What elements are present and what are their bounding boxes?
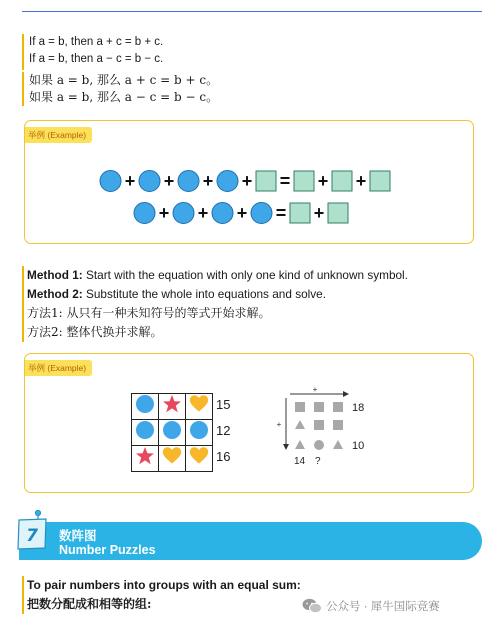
blue-circle-symbol [100,171,121,192]
gray-square [333,402,343,412]
red-star-symbol [162,394,182,414]
grid-cell [186,420,213,446]
pair-block [22,576,301,614]
method-1 [27,266,408,285]
green-square-symbol [290,203,310,223]
gray-square [295,402,305,412]
example-box-1 [24,120,474,244]
method-1-text: Start with the equation with only one kind of unknown symbol. [82,268,408,282]
yellow-heart-symbol [189,446,209,466]
section-title-en: Number Puzzles [59,543,156,557]
grid-cell [159,420,186,446]
grid-row [132,446,213,472]
grid-row [132,394,213,420]
method-2-label: Method 2: [27,287,83,301]
yellow-heart-symbol [162,446,182,466]
top-rule [22,11,482,12]
gray-triangle [295,420,305,429]
arrow-plus-left: + [276,420,282,429]
row-sum-3: 16 [216,449,231,464]
methods-block [22,266,408,342]
equals-sign: = [275,203,287,223]
row-sum-2: 12 [216,423,231,438]
col-sum-right: ? [315,456,321,467]
rule-english [22,34,163,70]
plus-sign: + [124,171,136,191]
plus-sign: + [202,171,214,191]
green-square-symbol [294,171,314,191]
equation-figure [25,121,475,245]
gray-triangle [333,440,343,449]
arrow-plus-top: + [312,385,318,394]
method-1-label: Method 1: [27,268,83,282]
blue-circle-symbol [178,171,199,192]
rule-line: If a = b, then a + c = b + c. [29,36,164,48]
grid-row [132,420,213,446]
blue-circle-symbol [162,420,182,440]
rule-line: If a = b, then a − c = b − c. [29,53,164,65]
method-2 [27,285,408,304]
plus-sign: + [197,203,209,223]
gray-square [333,420,343,430]
plus-sign: + [163,171,175,191]
green-square-symbol [370,171,390,191]
grid-cell [132,420,159,446]
method-1-zh: 方法1: 从只有一种未知符号的等式开始求解。 [27,306,271,320]
plus-sign: + [317,171,329,191]
gray-square [314,402,324,412]
shape-grid-figure [272,385,382,473]
grid-cell [159,446,186,472]
plus-sign: + [313,203,325,223]
blue-circle-symbol [135,394,155,414]
rule-line-zh: 如果 a = b, 那么 a + c = b + c。 [29,73,219,87]
plus-sign: + [158,203,170,223]
right-row-sum-2: 10 [352,440,365,452]
grid-cell [132,446,159,472]
equals-sign: = [279,171,291,191]
red-star-symbol [135,446,155,466]
green-square-symbol [328,203,348,223]
grid-cell [186,446,213,472]
blue-circle-symbol [134,203,155,224]
grid-cell [186,394,213,420]
watermark [302,598,440,614]
gray-circle [314,440,324,450]
wechat-icon [302,598,322,614]
pair-text-en: To pair numbers into groups with an equal sum: [27,578,301,592]
row-sum-1: 15 [216,397,231,412]
gray-triangle [295,440,305,449]
example-tag: 举例 (Example) [25,360,92,376]
section-number-badge [16,510,48,550]
method-2-zh: 方法2: 整体代换并求解。 [27,325,163,339]
blue-circle-symbol [212,203,233,224]
gray-square [314,420,324,430]
grid-cell [132,394,159,420]
green-square-symbol [256,171,276,191]
blue-circle-symbol [135,420,155,440]
right-row-sum-1: 18 [352,402,365,414]
grid-cell [159,394,186,420]
blue-circle-symbol [189,420,209,440]
section-title-zh: 数阵图 [59,529,97,543]
method-2-text: Substitute the whole into equations and solve. [82,287,327,301]
yellow-heart-symbol [189,394,209,414]
plus-sign: + [236,203,248,223]
watermark-text: 公众号 · 犀牛国际竞赛 [326,601,440,613]
rule-chinese [22,72,218,106]
green-square-symbol [332,171,352,191]
section-number: 7 [26,526,38,546]
example-tag: 举例 (Example) [25,127,92,143]
blue-circle-symbol [139,171,160,192]
blue-circle-symbol [217,171,238,192]
plus-sign: + [241,171,253,191]
example-box-2 [24,353,474,493]
plus-sign: + [355,171,367,191]
pair-text-zh: 把数分配成和相等的组: [27,597,152,611]
blue-circle-symbol [173,203,194,224]
symbol-grid [131,393,213,472]
blue-circle-symbol [251,203,272,224]
rule-line-zh: 如果 a = b, 那么 a − c = b − c。 [29,90,219,104]
col-sum-left: 14 [294,456,306,467]
